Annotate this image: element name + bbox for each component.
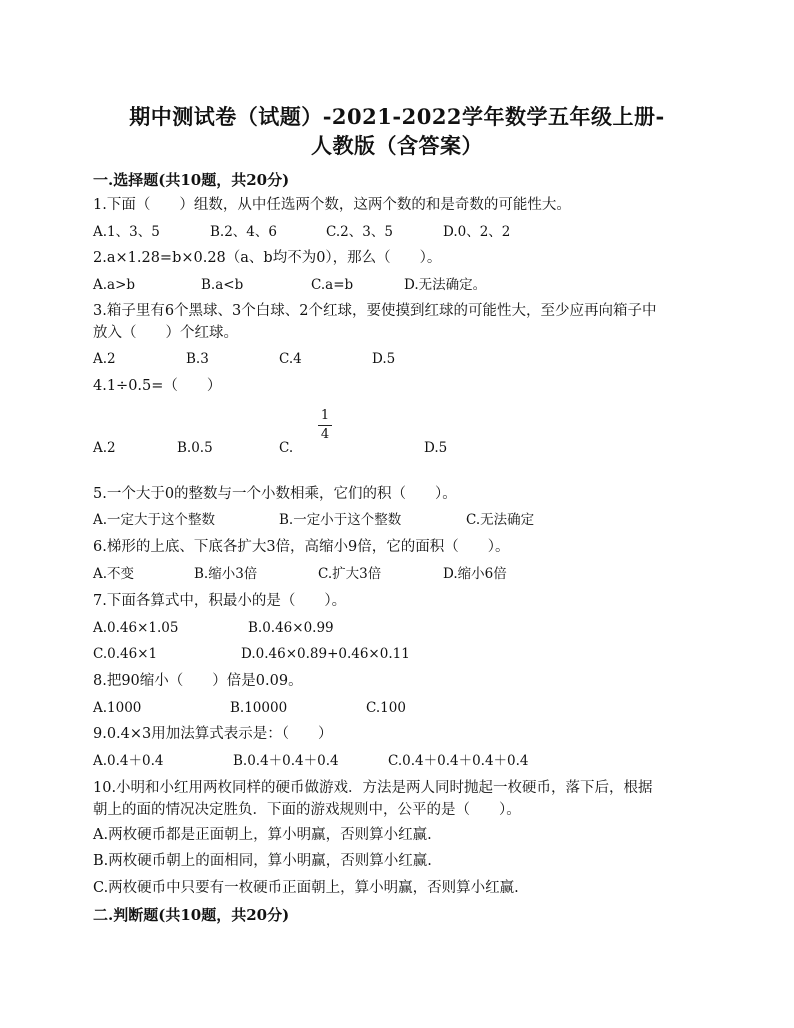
question-1-option-d: D.0、2、2 [443,224,511,240]
question-7-option-c: C.0.46×1 [93,646,158,662]
question-4-option-d: D.5 [424,440,448,456]
question-4-stem: 4.1÷0.5=（ ） [93,378,222,394]
question-2-option-c: C.a=b [311,277,354,293]
question-7-option-b: B.0.46×0.99 [248,620,334,636]
question-10-stem-line1: 10.小明和小红用两枚同样的硬币做游戏．方法是两人同时抛起一枚硬币，落下后，根据 [93,780,653,796]
question-1-option-c: C.2、3、5 [326,224,393,240]
question-4-option-b: B.0.5 [177,440,213,456]
question-3-option-d: D.5 [372,351,396,367]
question-10-option-a: A.两枚硬币都是正面朝上，算小明赢，否则算小红赢. [93,827,432,843]
question-1-option-b: B.2、4、6 [210,224,277,240]
question-9-option-c: C.0.4＋0.4＋0.4＋0.4 [388,753,529,769]
question-6-option-d: D.缩小6倍 [443,566,507,582]
question-6-option-b: B.缩小3倍 [194,566,258,582]
question-2-option-a: A.a>b [93,277,136,293]
page-title-line2: 人教版（含答案） [311,133,483,158]
question-5-option-c: C.无法确定 [466,512,535,528]
question-4-option-a: A.2 [93,440,116,456]
question-8-option-a: A.1000 [93,700,142,716]
question-7-option-d: D.0.46×0.89+0.46×0.11 [241,646,410,662]
fraction-one-quarter [318,409,332,442]
fraction-numerator: 1 [320,408,330,423]
question-6-option-a: A.不变 [93,566,135,582]
question-9-option-a: A.0.4＋0.4 [93,753,164,769]
question-10-stem-line2: 朝上的面的情况决定胜负．下面的游戏规则中，公平的是（ ）。 [93,802,521,818]
question-10-option-c: C.两枚硬币中只要有一枚硬币正面朝上，算小明赢，否则算小红赢. [93,880,519,896]
question-5-stem: 5.一个大于0的整数与一个小数相乘，它们的积（ ）。 [93,486,457,502]
question-3-stem-line1: 3.箱子里有6个黑球、3个白球、2个红球，要使摸到红球的可能性大，至少应再向箱子中 [93,303,657,319]
question-6-option-c: C.扩大3倍 [318,566,382,582]
question-9-option-b: B.0.4＋0.4＋0.4 [233,753,339,769]
question-2-stem: 2.a×1.28=b×0.28（a、b均不为0），那么（ ）。 [93,250,442,266]
page-title-line1: 期中测试卷（试题）-2021-2022学年数学五年级上册- [129,104,665,129]
fraction-denominator: 4 [320,427,330,442]
question-6-stem: 6.梯形的上底、下底各扩大3倍，高缩小9倍，它的面积（ ）。 [93,539,510,555]
question-7-stem: 7.下面各算式中，积最小的是（ ）。 [93,593,347,609]
question-5-option-b: B.一定小于这个整数 [279,512,402,528]
question-9-stem: 9.0.4×3用加法算式表示是：（ ） [93,726,333,742]
question-8-option-c: C.100 [366,700,406,716]
question-2-option-d: D.无法确定。 [404,277,487,293]
question-3-option-c: C.4 [279,351,302,367]
question-4-option-c: C. [279,440,294,456]
question-2-option-b: B.a<b [201,277,244,293]
question-7-option-a: A.0.46×1.05 [93,620,179,636]
question-1-option-a: A.1、3、5 [93,224,160,240]
question-3-option-a: A.2 [93,351,116,367]
question-8-option-b: B.10000 [230,700,288,716]
question-3-option-b: B.3 [186,351,209,367]
question-1-stem: 1.下面（ ）组数，从中任选两个数，这两个数的和是奇数的可能性大。 [93,197,571,213]
question-5-option-a: A.一定大于这个整数 [93,512,216,528]
section-heading-judgment: 二.判断题(共10题，共20分) [93,906,290,924]
question-8-stem: 8.把90缩小（ ）倍是0.09。 [93,673,303,689]
question-3-stem-line2: 放入（ ）个红球。 [93,325,238,341]
section-heading-choice: 一.选择题(共10题，共20分) [93,171,290,189]
fraction-bar [318,425,332,426]
question-10-option-b: B.两枚硬币朝上的面相同，算小明赢，否则算小红赢. [93,853,432,869]
